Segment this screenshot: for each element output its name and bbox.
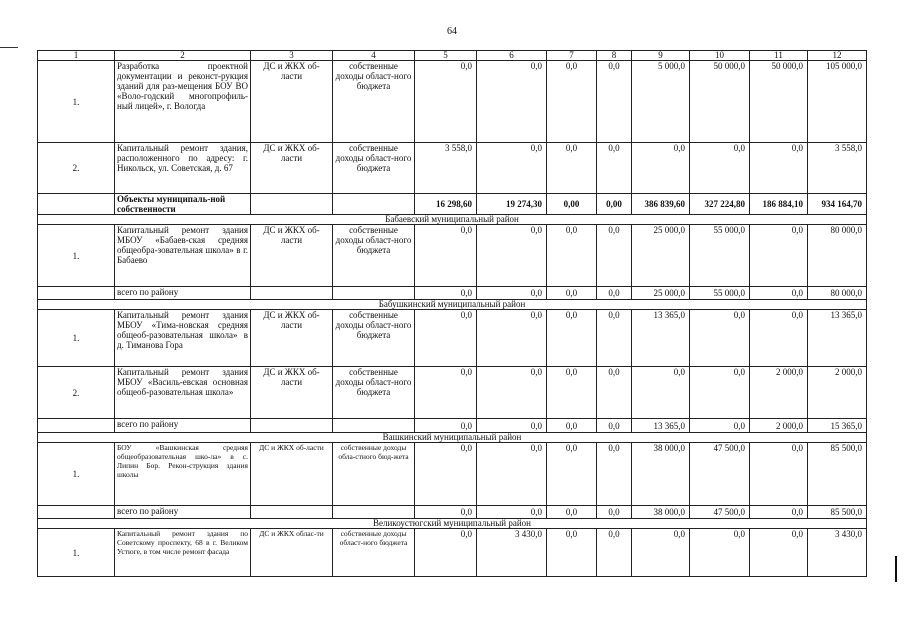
value-cell: 0,0 [415, 506, 477, 519]
table-row [38, 529, 867, 577]
table-row [38, 367, 867, 419]
total-row [38, 194, 867, 215]
value-cell: 0,0 [750, 287, 808, 300]
value-cell: 0,00 [597, 194, 632, 215]
value-cell: 0,0 [597, 419, 632, 433]
table-row [38, 225, 867, 287]
row-number: 2. [38, 143, 115, 194]
total-row [38, 287, 867, 300]
value-cell: 0,0 [632, 529, 690, 577]
section-row [38, 519, 867, 529]
value-cell: 0,0 [597, 225, 632, 287]
value-cell: 25 000,0 [632, 287, 690, 300]
object-name: БОУ «Вашкинская средняя общеобразовательная шко-ла» в с. Липин Бор. Рекон-струкция здания школы [115, 443, 251, 506]
value-cell: 15 365,0 [808, 419, 867, 433]
value-cell: 0,0 [415, 529, 477, 577]
budget-table [37, 50, 867, 577]
section-title: Бабаевский муниципальный район [38, 215, 867, 225]
section-title: Бабушкинский муниципальный район [38, 300, 867, 310]
column-number: 9 [632, 51, 690, 61]
object-name: Капитальный ремонт здания МБОУ «Бабаев-ская средняя общеобра-зовательная школа» в г. Бабаево [115, 225, 251, 287]
row-number: 1. [38, 310, 115, 367]
value-cell: 2 000,0 [750, 367, 808, 419]
responsible-body [251, 506, 333, 519]
section-title: Великоустюгский муниципальный район [38, 519, 867, 529]
column-number: 5 [415, 51, 477, 61]
value-cell: 0,0 [597, 529, 632, 577]
column-number: 2 [115, 51, 251, 61]
value-cell: 0,0 [547, 506, 597, 519]
column-number: 8 [597, 51, 632, 61]
responsible-body [251, 194, 333, 215]
value-cell: 0,0 [690, 310, 750, 367]
value-cell: 0,0 [415, 225, 477, 287]
value-cell: 0,0 [415, 287, 477, 300]
section-row [38, 215, 867, 225]
value-cell: 80 000,0 [808, 287, 867, 300]
margin-mark [0, 47, 18, 48]
value-cell: 5 000,0 [632, 61, 690, 143]
value-cell: 50 000,0 [750, 61, 808, 143]
value-cell: 0,0 [547, 529, 597, 577]
object-name: Разработка проектной документации и реконст-рукция зданий для раз-мещения БОУ ВО «Воло-годский многопрофиль-ный лицей», г. Вологда [115, 61, 251, 143]
value-cell: 0,0 [750, 506, 808, 519]
column-number: 1 [38, 51, 115, 61]
value-cell: 85 500,0 [808, 443, 867, 506]
value-cell: 2 000,0 [808, 367, 867, 419]
value-cell: 386 839,60 [632, 194, 690, 215]
value-cell: 0,0 [547, 367, 597, 419]
value-cell: 0,0 [477, 443, 547, 506]
table-row [38, 61, 867, 143]
responsible-body: ДС и ЖКХ об-ласти [251, 443, 333, 506]
value-cell: 0,0 [415, 61, 477, 143]
value-cell: 3 558,0 [808, 143, 867, 194]
section-title: Вашкинский муниципальный район [38, 433, 867, 443]
value-cell: 0,0 [547, 419, 597, 433]
value-cell: 0,0 [477, 506, 547, 519]
value-cell: 0,0 [477, 310, 547, 367]
value-cell: 0,0 [477, 61, 547, 143]
total-row [38, 419, 867, 433]
value-cell: 0,0 [477, 419, 547, 433]
funding-source: собственные доходы област-ного бюджета [333, 143, 415, 194]
value-cell: 0,0 [690, 419, 750, 433]
value-cell: 0,0 [597, 310, 632, 367]
value-cell: 3 430,0 [808, 529, 867, 577]
value-cell: 0,0 [750, 225, 808, 287]
total-row [38, 506, 867, 519]
funding-source: собственные доходы област-ного бюджета [333, 61, 415, 143]
value-cell: 47 500,0 [690, 443, 750, 506]
value-cell: 0,0 [750, 310, 808, 367]
value-cell: 934 164,70 [808, 194, 867, 215]
funding-source [333, 419, 415, 433]
row-number: 1. [38, 529, 115, 577]
funding-source: собственные доходы област-ного бюджета [333, 225, 415, 287]
total-label: всего по району [115, 287, 251, 300]
object-name: Капитальный ремонт здания МБОУ «Тима-новская средняя общеоб-разовательная школа» в д. Тиманова Гора [115, 310, 251, 367]
value-cell: 0,0 [597, 143, 632, 194]
table-body [38, 51, 867, 577]
total-label: всего по району [115, 506, 251, 519]
value-cell: 19 274,30 [477, 194, 547, 215]
row-number: 1. [38, 61, 115, 143]
responsible-body: ДС и ЖКХ об-ласти [251, 367, 333, 419]
object-name: Капитальный ремонт здания МБОУ «Василь-евская основная общеоб-разовательная школа» [115, 367, 251, 419]
page-number: 64 [447, 26, 457, 37]
column-number: 11 [750, 51, 808, 61]
value-cell: 13 365,0 [632, 310, 690, 367]
funding-source [333, 194, 415, 215]
value-cell: 3 430,0 [477, 529, 547, 577]
table-row [38, 443, 867, 506]
value-cell: 0,0 [632, 367, 690, 419]
value-cell: 0,0 [477, 143, 547, 194]
value-cell: 16 298,60 [415, 194, 477, 215]
value-cell: 0,0 [597, 367, 632, 419]
responsible-body: ДС и ЖКХ об-ласти [251, 310, 333, 367]
responsible-body: ДС и ЖКХ облас-ти [251, 529, 333, 577]
value-cell: 0,0 [597, 287, 632, 300]
value-cell: 327 224,80 [690, 194, 750, 215]
edge-mark [895, 556, 897, 582]
responsible-body: ДС и ЖКХ об-ласти [251, 143, 333, 194]
funding-source: собственные доходы област-ного бюджета [333, 367, 415, 419]
value-cell: 0,0 [547, 143, 597, 194]
column-number: 6 [477, 51, 547, 61]
value-cell: 0,0 [547, 287, 597, 300]
row-number: 1. [38, 443, 115, 506]
row-number: 1. [38, 225, 115, 287]
funding-source [333, 506, 415, 519]
column-number: 4 [333, 51, 415, 61]
responsible-body: ДС и ЖКХ об-ласти [251, 61, 333, 143]
value-cell: 0,0 [597, 443, 632, 506]
value-cell: 50 000,0 [690, 61, 750, 143]
value-cell: 3 558,0 [415, 143, 477, 194]
value-cell: 0,0 [750, 143, 808, 194]
value-cell: 0,0 [547, 225, 597, 287]
value-cell: 0,0 [690, 529, 750, 577]
column-number: 10 [690, 51, 750, 61]
responsible-body [251, 287, 333, 300]
value-cell: 13 365,0 [632, 419, 690, 433]
value-cell: 186 884,10 [750, 194, 808, 215]
funding-source: собственные доходы област-ного бюджета [333, 310, 415, 367]
value-cell: 0,0 [597, 506, 632, 519]
value-cell: 13 365,0 [808, 310, 867, 367]
value-cell: 2 000,0 [750, 419, 808, 433]
row-number [38, 194, 115, 215]
funding-source: собственные доходы обла-стного бюд-жета [333, 443, 415, 506]
table-row [38, 310, 867, 367]
funding-source [333, 287, 415, 300]
value-cell: 55 000,0 [690, 287, 750, 300]
value-cell: 0,0 [690, 367, 750, 419]
value-cell: 38 000,0 [632, 506, 690, 519]
column-number: 3 [251, 51, 333, 61]
section-row [38, 433, 867, 443]
value-cell: 0,0 [547, 310, 597, 367]
value-cell: 0,0 [597, 61, 632, 143]
value-cell: 0,0 [750, 443, 808, 506]
responsible-body [251, 419, 333, 433]
value-cell: 0,0 [415, 310, 477, 367]
value-cell: 0,0 [477, 287, 547, 300]
value-cell: 0,0 [477, 225, 547, 287]
table-row [38, 143, 867, 194]
value-cell: 0,0 [547, 443, 597, 506]
value-cell: 105 000,0 [808, 61, 867, 143]
value-cell: 0,0 [690, 143, 750, 194]
funding-source: собственные доходы област-ного бюджета [333, 529, 415, 577]
value-cell: 0,0 [415, 419, 477, 433]
value-cell: 25 000,0 [632, 225, 690, 287]
row-number [38, 287, 115, 300]
row-number [38, 506, 115, 519]
row-number: 2. [38, 367, 115, 419]
object-name: Капитальный ремонт здания, расположенного по адресу: г. Никольск, ул. Советская, д. 67 [115, 143, 251, 194]
column-number: 7 [547, 51, 597, 61]
value-cell: 0,0 [477, 367, 547, 419]
row-number [38, 419, 115, 433]
value-cell: 80 000,0 [808, 225, 867, 287]
value-cell: 0,0 [632, 143, 690, 194]
value-cell: 55 000,0 [690, 225, 750, 287]
value-cell: 38 000,0 [632, 443, 690, 506]
column-number-row [38, 51, 867, 61]
value-cell: 0,0 [547, 61, 597, 143]
total-label: всего по району [115, 419, 251, 433]
section-row [38, 300, 867, 310]
responsible-body: ДС и ЖКХ об-ласти [251, 225, 333, 287]
value-cell: 0,00 [547, 194, 597, 215]
column-number: 12 [808, 51, 867, 61]
value-cell: 0,0 [415, 443, 477, 506]
object-name: Капитальный ремонт здания по Советскому проспекту, 68 в г. Великом Устюге, в том числе ремонт фасада [115, 529, 251, 577]
value-cell: 0,0 [415, 367, 477, 419]
value-cell: 85 500,0 [808, 506, 867, 519]
value-cell: 47 500,0 [690, 506, 750, 519]
value-cell: 0,0 [750, 529, 808, 577]
total-label: Объекты муниципаль-ной собственности [115, 194, 251, 215]
